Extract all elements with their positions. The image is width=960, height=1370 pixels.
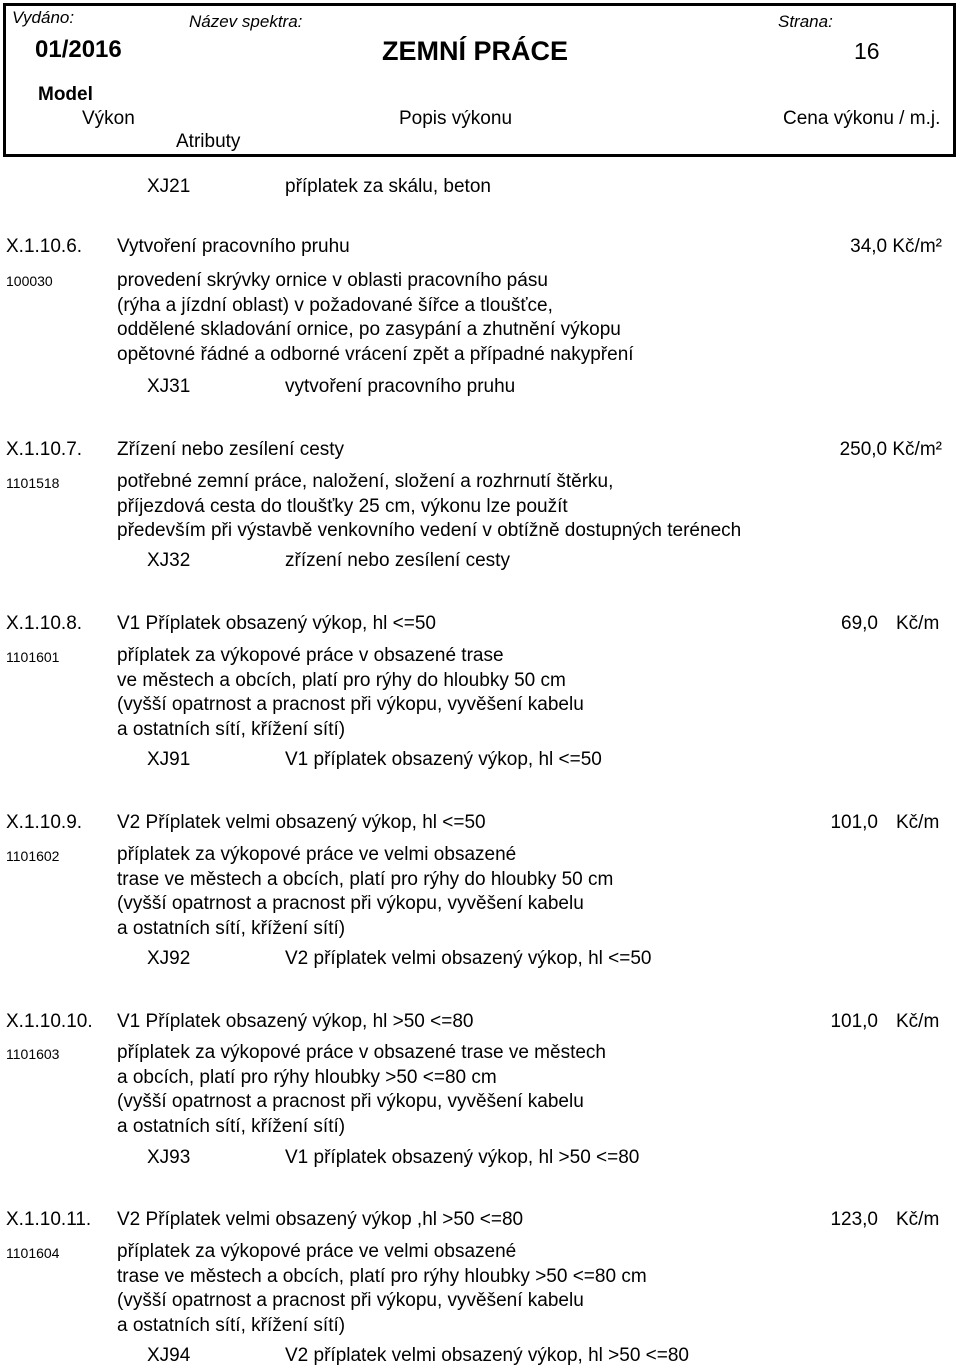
description-line: (vyšší opatrnost a pracnost při výkopu, vyvěšení kabelu [117,1290,584,1311]
page-number: 16 [854,38,880,64]
attribute-text: V2 příplatek velmi obsazený výkop, hl <=50 [285,948,652,969]
item-code: X.1.10.6. [6,236,83,257]
description-line: provedení skrývky ornice v oblasti pracovního pásu [117,270,548,291]
description-line: (rýha a jízdní oblast) v požadované šířce a tloušťce, [117,294,553,316]
item-price-unit: Kč/m [896,1209,940,1230]
item-code: X.1.10.7. [6,439,83,460]
description-line: potřebné zemní práce, naložení, složení a rozhrnutí štěrku, [117,471,614,492]
item-description [117,269,634,367]
item-price-unit: Kč/m [896,613,940,634]
description-line: a ostatních sítí, křížení sítí) [117,1115,346,1137]
description-line: a ostatních sítí, křížení sítí) [117,1314,346,1336]
attribute-text: V1 příplatek obsazený výkop, hl >50 <=80 [285,1147,640,1168]
description-line: trase ve městech a obcích, platí pro rýhy hloubky >50 <=80 cm [117,1265,647,1287]
item-title: V2 Příplatek velmi obsazený výkop ,hl >50 <=80 [117,1209,524,1230]
item-description [117,644,584,742]
attribute-text: vytvoření pracovního pruhu [285,376,516,397]
attribute-text: V1 příplatek obsazený výkop, hl <=50 [285,749,602,770]
item-price-value: 69,0 [841,613,878,634]
item-number: 1101601 [6,649,60,665]
item-title: Zřízení nebo zesílení cesty [117,439,345,460]
description-line: především při výstavbě venkovního vedení v obtížně dostupných terénech [117,520,742,541]
document-header [3,3,956,157]
item-number: 1101518 [6,475,60,491]
attribute-code: XJ31 [147,376,191,397]
item-price-value: 101,0 [830,812,878,833]
description-line: příjezdová cesta do tloušťky 25 cm, výkonu lze použít [117,495,568,517]
item-title: Vytvoření pracovního pruhu [117,236,350,257]
description-line: a ostatních sítí, křížení sítí) [117,718,346,740]
issued-label: Vydáno: [12,8,75,27]
description-line: (vyšší opatrnost a pracnost při výkopu, vyvěšení kabelu [117,694,584,715]
attribute-code: XJ93 [147,1147,191,1168]
attribute-code: XJ91 [147,749,191,770]
description-line: trase ve městech a obcích, platí pro rýhy do hloubky 50 cm [117,868,614,890]
attribute-code: XJ92 [147,948,191,969]
description-line: a obcích, platí pro rýhy hloubky >50 <=80 cm [117,1066,497,1088]
description-line: příplatek za výkopové práce v obsazené trase ve městech [117,1042,606,1063]
item-description [117,470,741,544]
description-line: příplatek za výkopové práce v obsazené trase [117,645,504,666]
issued-value: 01/2016 [35,36,122,63]
item-price-unit: Kč/m [896,812,940,833]
description-line: (vyšší opatrnost a pracnost při výkopu, vyvěšení kabelu [117,1091,584,1112]
item-description [117,1041,606,1139]
item-title: V1 Příplatek obsazený výkop, hl >50 <=80 [117,1011,474,1032]
attribute-text: V2 příplatek velmi obsazený výkop, hl >50 <=80 [285,1345,689,1366]
item-description [117,843,613,941]
price-label: Cena výkonu / m.j. [783,108,941,129]
model-label: Model [38,84,93,105]
description-line: (vyšší opatrnost a pracnost při výkopu, vyvěšení kabelu [117,893,584,914]
item-number: 1101603 [6,1046,60,1062]
item-title: V2 Příplatek velmi obsazený výkop, hl <=50 [117,812,486,833]
item-price: 250,0 Kč/m² [839,439,942,460]
attribute-text: příplatek za skálu, beton [285,176,491,197]
item-title: V1 Příplatek obsazený výkop, hl <=50 [117,613,436,634]
spectrum-value: ZEMNÍ PRÁCE [382,36,569,66]
item-price-value: 101,0 [830,1011,878,1032]
description-label: Popis výkonu [399,108,513,129]
item-price: 34,0 Kč/m² [850,236,942,257]
item-price-unit: Kč/m [896,1011,940,1032]
item-code: X.1.10.10. [6,1011,93,1032]
item-code: X.1.10.11. [6,1209,92,1230]
item-code: X.1.10.9. [6,812,83,833]
item-description [117,1240,647,1338]
description-line: příplatek za výkopové práce ve velmi obsazené [117,1241,517,1262]
attribute-code: XJ94 [147,1345,191,1366]
item-number: 1101602 [6,848,60,864]
item-number: 100030 [6,273,53,289]
item-number: 1101604 [6,1245,60,1261]
attribute-code: XJ32 [147,550,191,571]
page-label: Strana: [778,12,833,31]
item-price-value: 123,0 [830,1209,878,1230]
description-line: opětovné řádné a odborné vrácení zpět a případné nakypření [117,343,634,365]
description-line: ve městech a obcích, platí pro rýhy do hloubky 50 cm [117,669,566,691]
description-line: příplatek za výkopové práce ve velmi obsazené [117,844,517,865]
item-code: X.1.10.8. [6,613,83,634]
spectrum-label: Název spektra: [189,12,303,31]
attributes-label: Atributy [176,131,241,152]
performance-label: Výkon [82,108,135,129]
attribute-text: zřízení nebo zesílení cesty [285,550,510,571]
description-line: a ostatních sítí, křížení sítí) [117,917,346,939]
attribute-code: XJ21 [147,176,191,197]
description-line: oddělené skladování ornice, po zasypání a zhutnění výkopu [117,319,621,340]
